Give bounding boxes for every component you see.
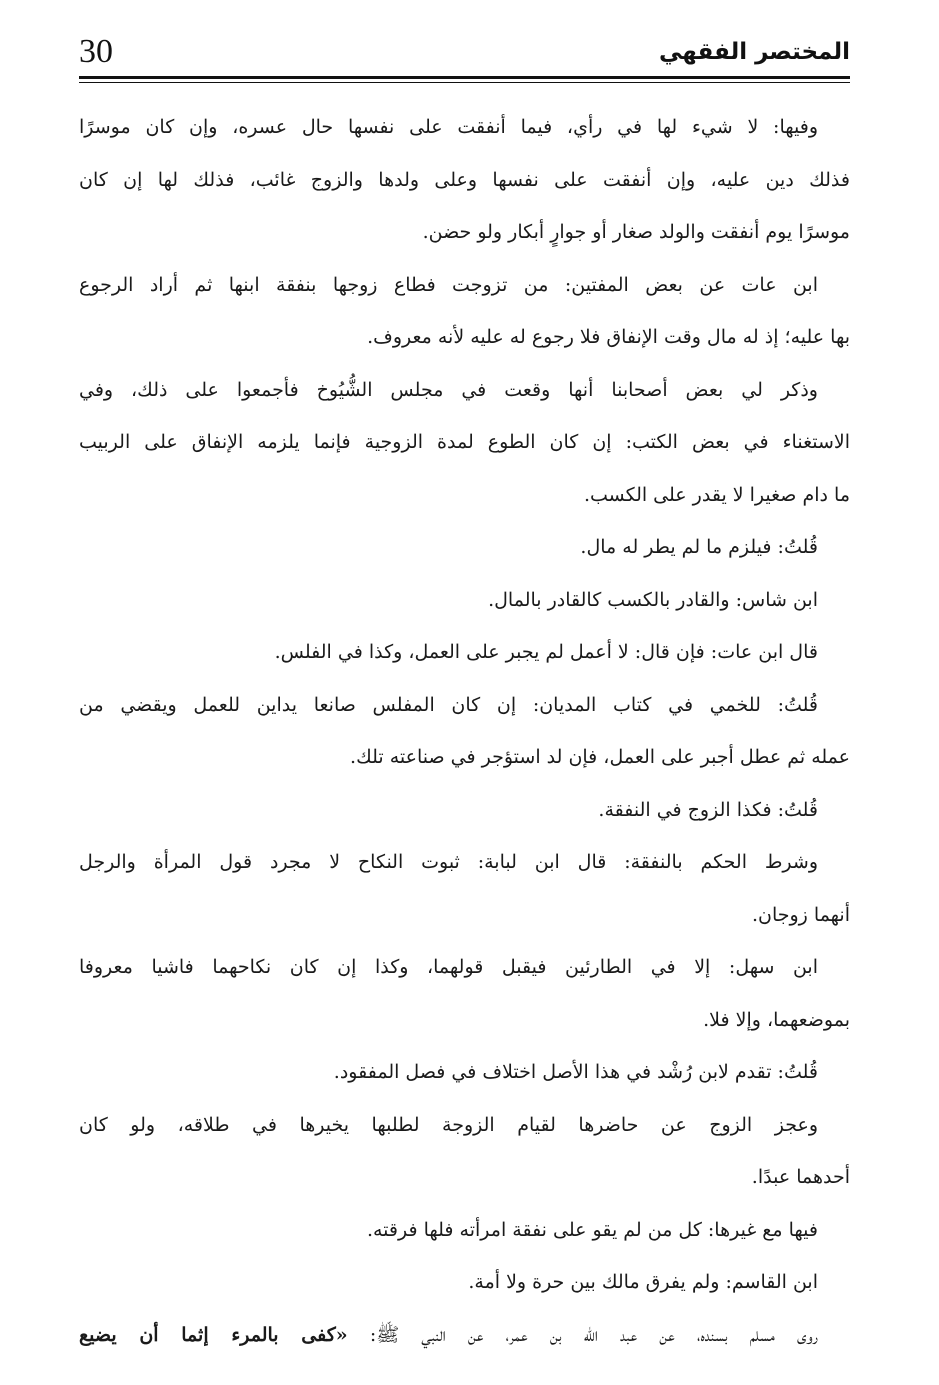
page-header bbox=[79, 26, 850, 72]
text-line: موسرًا يوم أنفقت والولد صغار أو جوارٍ أبكار ولو حضن. bbox=[422, 221, 850, 243]
text-line: فذلك دين عليه، وإن أنفقت على نفسها وعلى ولدها والزوج غائب، فذلك لها إن كان bbox=[79, 168, 850, 191]
text-line: قُلتُ: فكذا الزوج في النفقة. bbox=[598, 798, 818, 821]
header-rule-thick bbox=[79, 76, 850, 79]
text-line: ابن القاسم: ولم يفرق مالك بين حرة ولا أمة. bbox=[468, 1271, 818, 1293]
text-line: ابن عات عن بعض المفتين: من تزوجت فطاع زوجها بنفقة ابنها ثم أراد الرجوع bbox=[79, 273, 818, 296]
text-line-last bbox=[79, 1309, 850, 1362]
text-line: قُلتُ: للخمي في كتاب المديان: إن كان المفلس صانعا يداين للعمل ويقضي من bbox=[79, 693, 818, 716]
text-line: الاستغناء في بعض الكتب: إن كان الطوع لمدة الزوجية فإنما يلزمه الإنفاق على الربيب bbox=[79, 431, 850, 453]
text-line: قال ابن عات: فإن قال: لا أعمل لم يجبر على العمل، وكذا في الفلس. bbox=[274, 641, 818, 663]
text-line: أحدهما عبدًا. bbox=[751, 1166, 850, 1188]
text-line: أنهما زوجان. bbox=[751, 903, 850, 926]
text-line: وذكر لي بعض أصحابنا أنها وقعت في مجلس الشُّيُوخ فأجمعوا على ذلك، وفي bbox=[79, 378, 818, 401]
text-line: قُلتُ: تقدم لابن رُشْد في هذا الأصل اختلاف في فصل المفقود. bbox=[333, 1061, 818, 1083]
text-line: وعجز الزوج عن حاضرها لقيام الزوجة لطلبها يخيرها في طلاقه، ولو كان bbox=[79, 1113, 818, 1136]
text-line: عمله ثم عطل أجبر على العمل، فإن لد استؤجر في صناعته تلك. bbox=[350, 746, 850, 768]
text-line: فيها مع غيرها: كل من لم يقو على نفقة امرأته فلها فرقته. bbox=[366, 1218, 818, 1241]
text-line: ابن سهل: إلا في الطارئين فيقبل قولهما، وكذا إن كان نكاحهما فاشيا معروفا bbox=[79, 956, 818, 978]
text-line: ابن شاس: والقادر بالكسب كالقادر بالمال. bbox=[488, 588, 818, 611]
running-title: المختصر الفقهي bbox=[659, 39, 850, 65]
page-number: 30 bbox=[79, 33, 113, 70]
hadith-quote: «كفى بالمرء إثما أن يضيع bbox=[79, 1323, 348, 1346]
text-line: وشرط الحكم بالنفقة: قال ابن لبابة: ثبوت النكاح لا مجرد قول المرأة والرجل bbox=[79, 851, 818, 873]
text-line: قُلتُ: فيلزم ما لم يطر له مال. bbox=[580, 536, 818, 558]
page-body bbox=[79, 101, 850, 1361]
text-run: روى مسلم بسنده، عن عبد الله بن عمر، عن النبي ﷺ: bbox=[369, 1323, 818, 1346]
text-line: ما دام صغيرا لا يقدر على الكسب. bbox=[583, 483, 850, 506]
text-line: بموضعهما، وإلا فلا. bbox=[703, 1008, 850, 1031]
text-line: وفيها: لا شيء لها في رأي، فيما أنفقت على نفسها حال عسره، وإن كان موسرًا bbox=[79, 116, 818, 138]
text-line: بها عليه؛ إذ له مال وقت الإنفاق فلا رجوع له عليه لأنه معروف. bbox=[367, 326, 850, 348]
header-rule-thin bbox=[79, 82, 850, 83]
